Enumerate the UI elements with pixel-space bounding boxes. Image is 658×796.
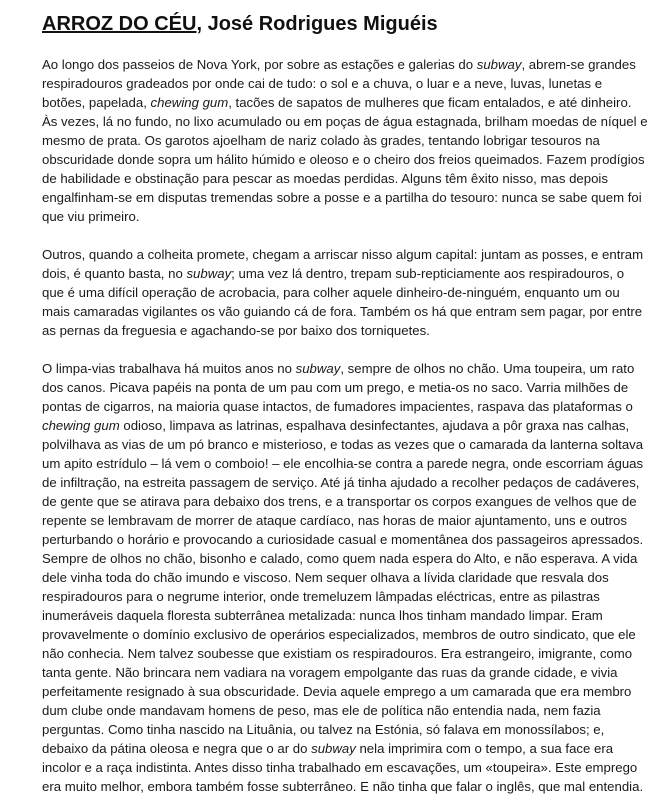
italic-term: chewing gum [150, 95, 229, 110]
paragraph [42, 55, 648, 226]
text-run: odioso, limpava as latrinas, espalhava desinfectantes, ajudava a pôr graxa nas calhas, polvilhava as vias de um pó branco e misterioso, e todas as vezes que o camarada da lanterna soltava um apito estrídulo – lá vem o comboio! – ele encolhia-se contra a parede negra, onde escorriam águas de infiltração, na estreita passagem de serviço. Até já tinha ajudado a recolher pedaços de cadáveres, de gente que se atirava para debaixo dos trens, e a transportar os corpos exangues de velhos que de repente se lembravam de morrer de ataque cardíaco, nas horas de maior ajuntamento, uns e outros perturbando o horário e provocando a curiosidade casual e momentânea dos passageiros apressados. Sempre de olhos no chão, bisonho e calado, como quem nada espera do Alto, e não esperava. A vida dele vinha toda do chão imundo e viscoso. Nem sequer olhava a lívida claridade que resvala dos respiradouros para o negrume interior, onde tremeluzem lâmpadas eléctricas, entre as pilastras inumeráveis daquela floresta subterrânea metalizada: nunca lhos tinham mandado limpar. Eram provavelmente o domínio exclusivo de operários especializados, membros de outro sindicato, que ele não conhecia. Nem talvez soubesse que existiam os respiradouros. Era estrangeiro, imigrante, como tanta gente. Não brincara nem vadiara na voragem empolgante das ruas da grande cidade, e vivia perfeitamente resignado à sua obscuridade. Devia aquele emprego a um camarada que era membro dum clube onde mandavam homens de peso, mas ele de política não entendia nada, nem fazia perguntas. Como tinha nascido na Lituânia, ou talvez na Estónia, só falava em monossílabos; e, debaixo da pátina oleosa e negra que o ar do [42, 418, 644, 756]
italic-term: subway [311, 741, 356, 756]
paragraph [42, 245, 648, 340]
italic-term: subway [295, 361, 341, 376]
text-run: , sempre de olhos no chão. Uma toupeira, um rato dos canos. Picava papéis na ponta de um pau com um prego, e metia-os no saco. Varria milhões de pontas de cigarros, na maioria quase intactos, de fumadores impacientes, raspava das plataformas o [42, 361, 635, 414]
text-run: Ao longo dos passeios de Nova York, por sobre as estações e galerias do [42, 57, 477, 72]
text-run: , tacões de sapatos de mulheres que ficam entalados, e até dinheiro. Às vezes, lá no fundo, no lixo acumulado ou em poças de água estagnada, brilham moedas de níquel e mesmo de prata. Os garotos ajoelham de nariz colado às grades, tentando lobrigar tesouros na obscuridade donde sopra um hálito húmido e oleoso e o cheiro dos freios queimados. Fazem prodígios de habilidade e obstinação para pescar as moedas perdidas. Alguns têm êxito nisso, mas depois engalfinham-se em disputas tremendas sobre a posse e a partilha do tesouro: nunca se sabe quem foi que viu primeiro. [42, 95, 648, 224]
paragraph [42, 359, 648, 796]
document-title [42, 10, 648, 38]
author-name: José Rodrigues Miguéis [207, 13, 438, 35]
text-run: nela imprimira com o tempo, a sua face era incolor e a raça indistinta. Antes disso tinha trabalhado em escavações, um «toupeira». Este emprego era muito melhor, embora também fosse subterrâneo. E não tinha que falar o inglês, que mal entendia. [42, 741, 644, 794]
italic-term: chewing gum [42, 418, 120, 433]
story-title: ARROZ DO CÉU [42, 13, 197, 35]
italic-term: subway [476, 57, 522, 72]
title-separator: , [196, 13, 208, 35]
italic-term: subway [186, 266, 232, 281]
story-body [42, 55, 648, 796]
text-run: Outros, quando a colheita promete, chegam a arriscar nisso algum capital: juntam as posses, e entram dois, é quanto basta, no [42, 247, 644, 281]
text-run: O limpa-vias trabalhava há muitos anos no [42, 361, 296, 376]
text-run: , abrem-se grandes respiradouros gradeados por onde cai de tudo: o sol e a chuva, o luar e a neve, luvas, lunetas e botões, papelada, [42, 57, 636, 110]
text-run: ; uma vez lá dentro, trepam sub-repticiamente aos respiradouros, o que é uma difícil operação de acrobacia, para colher aquele dinheiro-de-ninguém, enquanto um ou mais camaradas vigilantes os vão guiando cá de fora. Também os há que entram sem pagar, por entre as pernas da freguesia e agachando-se por baixo dos torniquetes. [42, 266, 643, 338]
